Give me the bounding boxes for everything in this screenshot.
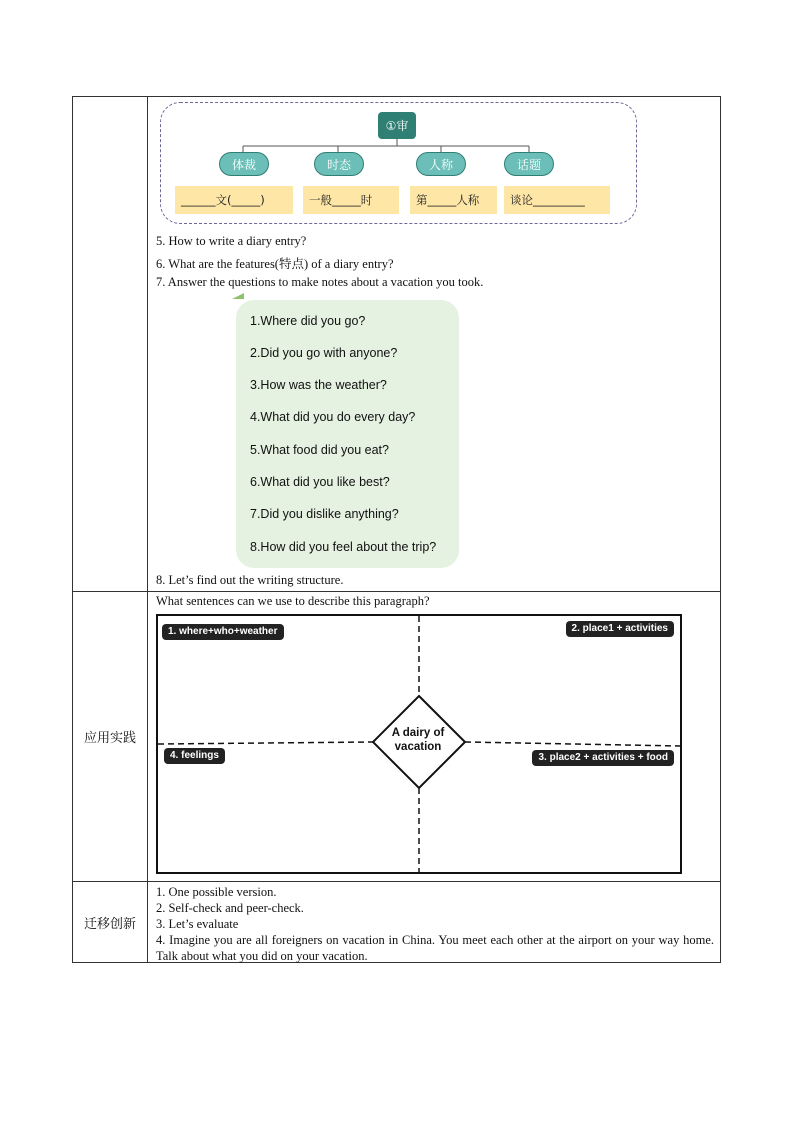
- list-item: 4.What did you do every day?: [250, 410, 416, 424]
- list-item: 2.Did you go with anyone?: [250, 346, 398, 360]
- question-line: 7. Answer the questions to make notes about a vacation you took.: [156, 275, 484, 289]
- quadrant-label-3: 3. place2 + activities + food: [532, 750, 674, 766]
- row-label-cell: [73, 97, 148, 591]
- table-row: [73, 881, 720, 962]
- list-item: 5.What food did you eat?: [250, 443, 389, 457]
- panel-tab-decoration: [232, 293, 244, 299]
- mind-map-node-topic: 话题: [504, 152, 554, 176]
- question-line: 5. How to write a diary entry?: [156, 234, 307, 248]
- instruction-line: 1. One possible version.: [156, 885, 277, 899]
- list-item: 1.Where did you go?: [250, 314, 366, 328]
- lesson-table: [72, 96, 721, 963]
- mind-map-node-tense: 时态: [314, 152, 364, 176]
- structure-diagram: [156, 614, 682, 874]
- quadrant-label-4: 4. feelings: [164, 748, 225, 764]
- table-row: [73, 591, 720, 881]
- diagram-center-label: [372, 726, 464, 754]
- instruction-line: 8. Let’s find out the writing structure.: [156, 573, 344, 587]
- mind-map-box-genre: ______文(_____): [175, 186, 293, 214]
- content-cell: [148, 97, 720, 591]
- prompt-text: What sentences can we use to describe this paragraph?: [156, 594, 430, 608]
- row-label: 迁移创新: [73, 882, 148, 962]
- content-cell: [148, 882, 720, 962]
- list-item: 6.What did you like best?: [250, 475, 390, 489]
- center-line-1: A dairy of: [391, 727, 445, 739]
- mind-map-node-person: 人称: [416, 152, 466, 176]
- questions-panel: [236, 300, 459, 568]
- quadrant-label-2: 2. place1 + activities: [566, 621, 674, 637]
- list-item: 3.How was the weather?: [250, 378, 387, 392]
- list-item: 7.Did you dislike anything?: [250, 507, 399, 521]
- list-item: 8.How did you feel about the trip?: [250, 540, 437, 554]
- mind-map: [160, 102, 637, 224]
- mind-map-box-tense: 一般_____时: [303, 186, 399, 214]
- question-line: 6. What are the features(特点) of a diary entry?: [156, 257, 394, 271]
- mind-map-box-person: 第_____人称: [410, 186, 497, 214]
- instruction-line: 3. Let’s evaluate: [156, 917, 239, 931]
- row-label: 应用实践: [73, 592, 148, 881]
- table-row: [73, 97, 720, 591]
- instruction-line: 2. Self-check and peer-check.: [156, 901, 304, 915]
- mind-map-root: ①审: [378, 112, 416, 139]
- instruction-paragraph: 4. Imagine you are all foreigners on vacation in China. You meet each other at the airport on your way home. Talk about what you did on your vacation.: [156, 933, 714, 963]
- quadrant-label-1: [162, 624, 284, 640]
- center-line-2: vacation: [394, 741, 442, 753]
- mind-map-node-genre: 体裁: [219, 152, 269, 176]
- content-cell: [148, 592, 720, 881]
- mind-map-box-topic: 谈论_________: [504, 186, 610, 214]
- quadrant-label-1-text: 1. where+who+weather: [168, 626, 278, 637]
